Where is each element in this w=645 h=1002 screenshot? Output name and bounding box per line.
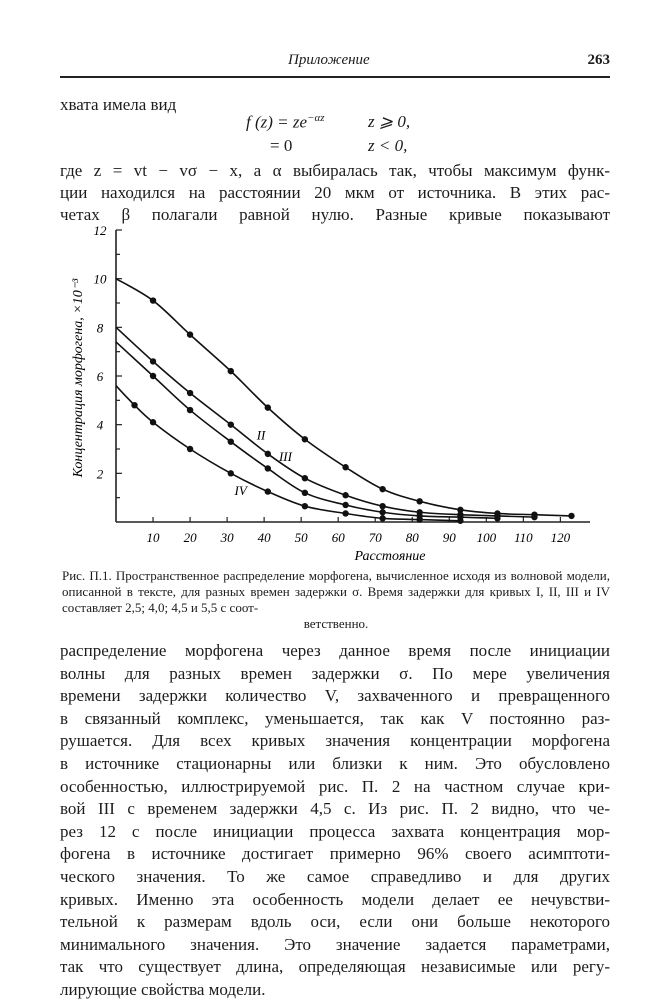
data-point-IV xyxy=(416,516,422,522)
body-line: минимального значения. Это значение задается параметрами, xyxy=(60,934,610,954)
body-line: рез 12 с после инициации процесса захвата концентрация мор- xyxy=(60,821,610,841)
intro-text-line: где z = vt − vσ − x, а α выбиралась так, чтобы максимум функ- xyxy=(60,161,610,180)
formula-condition-1: z ⩾ 0, xyxy=(368,112,411,131)
data-point-IV xyxy=(131,402,137,408)
data-point-II xyxy=(342,492,348,498)
x-tick-label: 120 xyxy=(550,530,571,545)
data-point-II xyxy=(531,514,537,520)
series-line-II xyxy=(116,327,534,517)
header-rule xyxy=(60,76,610,78)
data-point-III xyxy=(342,502,348,508)
intro-paragraph xyxy=(60,160,610,226)
data-point-I xyxy=(568,513,574,519)
data-point-IV xyxy=(150,419,156,425)
data-point-IV xyxy=(187,446,193,452)
body-line: ческого значения. То же самое справедливо и для других xyxy=(60,866,610,886)
data-point-II xyxy=(228,421,234,427)
data-point-I xyxy=(228,368,234,374)
x-tick-label: 40 xyxy=(257,530,271,545)
data-point-IV xyxy=(457,518,463,524)
data-point-III xyxy=(150,373,156,379)
data-point-I xyxy=(379,486,385,492)
formula-condition-2: z < 0, xyxy=(368,136,408,155)
data-point-III xyxy=(379,509,385,515)
data-point-I xyxy=(416,498,422,504)
data-point-I xyxy=(187,331,193,337)
body-line: тельной к размерам вдоль оси, если они больше некоторого xyxy=(60,912,610,932)
y-tick-label: 8 xyxy=(96,320,104,336)
body-line: вой III с временем задержки 4,5 с. Из рис. П. 2 видно, что че- xyxy=(60,799,610,819)
body-line: в связанный комплекс, уменьшается, так как V постоянно раз- xyxy=(60,708,610,728)
body-line: так что существует длина, определяющая независимые или регу- xyxy=(60,957,610,977)
data-point-III xyxy=(228,439,234,445)
body-line: рушается. Для всех кривых значения концентрации морфогена xyxy=(60,731,610,751)
data-point-II xyxy=(302,475,308,481)
x-tick-label: 70 xyxy=(368,530,382,545)
x-tick-label: 10 xyxy=(146,530,160,545)
body-line: особенностью, иллюстрируемой рис. П. 2 на частном случае кри- xyxy=(60,776,610,796)
data-point-II xyxy=(379,503,385,509)
body-line: волны для разных времен задержки σ. По мере увеличения xyxy=(60,663,610,683)
x-tick-label: 80 xyxy=(405,530,419,545)
data-point-III xyxy=(187,407,193,413)
data-point-II xyxy=(150,358,156,364)
page-number: 263 xyxy=(587,52,610,68)
intro-text-line: ции находился на расстоянии 20 мкм от источника. В этих рас- xyxy=(60,183,610,202)
header-title: Приложение xyxy=(288,52,370,68)
data-point-III xyxy=(302,490,308,496)
figure-caption xyxy=(62,568,610,631)
formula-exponent: −αz xyxy=(307,112,325,124)
x-tick-label: 110 xyxy=(514,530,533,545)
body-line: времени задержки количество V, захваченного и превращенного xyxy=(60,686,610,706)
body-line: распределение морфогена через данное время после инициации xyxy=(60,641,610,660)
series-label-II: II xyxy=(256,427,266,443)
data-point-II xyxy=(265,451,271,457)
data-point-I xyxy=(265,404,271,410)
formula-row-1 xyxy=(246,112,325,133)
x-tick-label: 20 xyxy=(183,530,197,545)
x-tick-label: 90 xyxy=(442,530,456,545)
y-tick-label: 6 xyxy=(96,369,104,384)
series-label-IV: IV xyxy=(234,483,247,499)
data-point-III xyxy=(494,515,500,521)
caption-end: ветственно. xyxy=(303,616,369,631)
data-point-IV xyxy=(302,503,308,509)
y-tick-label: 4 xyxy=(96,417,104,433)
running-header xyxy=(60,50,610,72)
data-point-IV xyxy=(228,470,234,476)
body-line: в источнике стационарны или близки к ним. Это обусловлено xyxy=(60,753,610,773)
x-tick-label: 50 xyxy=(294,530,308,545)
chart-plot-area xyxy=(94,223,591,545)
body-line: кривых. Именно эта особенность модели делает ее нечувстви- xyxy=(60,889,610,909)
x-tick-label: 100 xyxy=(476,530,497,545)
formula-row-2: = 0 xyxy=(270,136,293,155)
series-label-III: III xyxy=(278,449,292,465)
caption-text: Рис. П.1. Пространственное распределение морфогена, вычисленное исходя из волновой модели, описанной в тексте, для разных времен задержки σ. Время задержки для кривых I, II, III и IV составляет 2,5; 4,0; 4,5 и 5,5 с соот- xyxy=(62,568,610,615)
data-point-III xyxy=(265,465,271,471)
x-tick-label: 30 xyxy=(220,530,234,545)
formula-expression: f (z) = ze xyxy=(246,112,308,132)
data-point-I xyxy=(342,464,348,470)
body-line: фогена в источнике достигает примерно 96% своего асимптоти- xyxy=(60,844,610,864)
data-point-I xyxy=(150,297,156,303)
series-line-I xyxy=(116,279,571,516)
x-tick-label: 60 xyxy=(331,530,345,545)
data-point-IV xyxy=(379,515,385,521)
y-tick-label: 2 xyxy=(96,466,104,482)
y-tick-label: 12 xyxy=(93,223,107,238)
x-axis-label: Расстояние xyxy=(354,549,426,564)
data-point-II xyxy=(187,390,193,396)
body-line last: лирующие свойства модели. xyxy=(60,979,266,999)
data-point-IV xyxy=(342,510,348,516)
data-point-IV xyxy=(265,488,271,494)
data-point-I xyxy=(302,436,308,442)
intro-line: хвата имела вид xyxy=(60,95,177,114)
y-tick-label: 10 xyxy=(93,271,107,287)
intro-text-line: четах β полагали равной нулю. Разные кривые показывают xyxy=(60,205,610,224)
concentration-chart xyxy=(60,218,605,566)
y-axis-label: Концентрация морфогена, ×10⁻³ xyxy=(71,278,86,478)
body-paragraph xyxy=(60,640,610,1002)
